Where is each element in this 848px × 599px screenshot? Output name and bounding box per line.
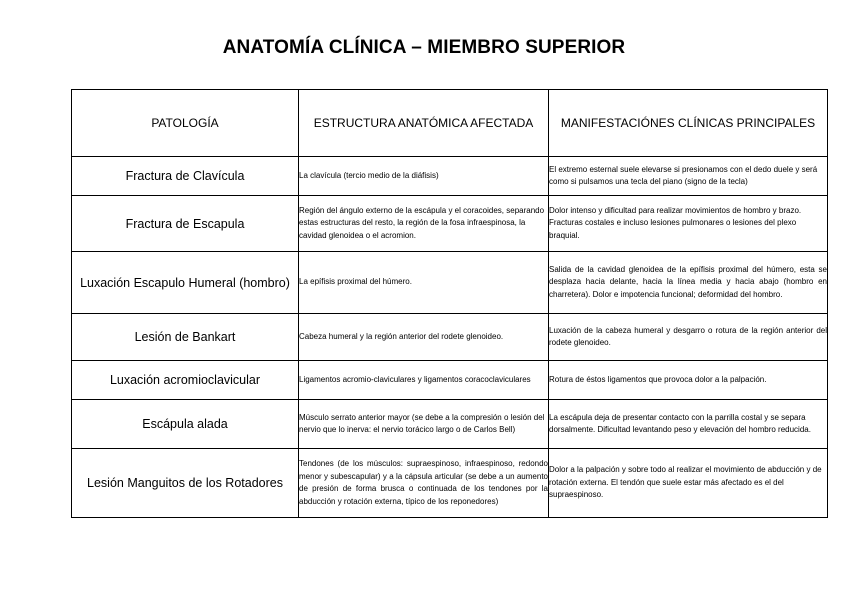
page-title: ANATOMÍA CLÍNICA – MIEMBRO SUPERIOR	[222, 37, 626, 58]
cell-patologia: Lesión Manguitos de los Rotadores	[72, 449, 299, 518]
cell-manifestaciones: Salida de la cavidad glenoidea de la epífisis proximal del húmero, esta se desplaza hacia delante, hacia la línea media y hacia abajo (hombro en charretera). Dolor e impotencia funcional; deformidad del hombro.	[549, 252, 828, 314]
table-row	[72, 314, 828, 361]
header-estructura: ESTRUCTURA ANATÓMICA AFECTADA	[299, 90, 549, 157]
cell-manifestaciones: Dolor a la palpación y sobre todo al realizar el movimiento de abducción y de rotación externa. El tendón que suele estar más afectado es el del supraespinoso.	[549, 449, 828, 518]
table-row	[72, 361, 828, 400]
table-row	[72, 252, 828, 314]
table-row	[72, 196, 828, 252]
table-header-row	[72, 90, 828, 157]
cell-manifestaciones: Rotura de éstos ligamentos que provoca dolor a la palpación.	[549, 361, 828, 400]
header-patologia: PATOLOGÍA	[72, 90, 299, 157]
cell-estructura: La epífisis proximal del húmero.	[299, 252, 549, 314]
cell-estructura: Región del ángulo externo de la escápula y el coracoides, separando estas estructuras del resto, la región de la fosa infraespinosa, la cavidad glenoidea o el acromion.	[299, 196, 549, 252]
cell-patologia: Lesión de Bankart	[72, 314, 299, 361]
cell-patologia: Fractura de Clavícula	[72, 157, 299, 196]
cell-manifestaciones: Dolor intenso y dificultad para realizar movimientos de hombro y brazo. Fracturas costales e incluso lesiones pulmonares o lesiones del plexo braquial.	[549, 196, 828, 252]
cell-patologia: Escápula alada	[72, 400, 299, 449]
cell-estructura: Ligamentos acromio-claviculares y ligamentos coracoclaviculares	[299, 361, 549, 400]
table-row	[72, 449, 828, 518]
cell-estructura: Tendones (de los músculos: supraespinoso, infraespinoso, redondo menor y subescapular) y a la cápsula articular (se debe a un aumento de presión de forma brusca o continuada de los tendones por la abducción y rotación externa, típico de los reponedores)	[299, 449, 549, 518]
pathology-table	[71, 89, 828, 518]
cell-manifestaciones: Luxación de la cabeza humeral y desgarro o rotura de la región anterior del rodete glenoideo.	[549, 314, 828, 361]
table-row	[72, 400, 828, 449]
cell-estructura: Músculo serrato anterior mayor (se debe a la compresión o lesión del nervio que lo inerva: el nervio torácico largo o de Carlos Bell)	[299, 400, 549, 449]
cell-patologia: Luxación acromioclavicular	[72, 361, 299, 400]
cell-manifestaciones: La escápula deja de presentar contacto con la parrilla costal y se separa dorsalmente. Dificultad levantando peso y elevación del hombro reducida.	[549, 400, 828, 449]
cell-estructura: Cabeza humeral y la región anterior del rodete glenoideo.	[299, 314, 549, 361]
cell-patologia: Luxación Escapulo Humeral (hombro)	[72, 252, 299, 314]
cell-estructura: La clavícula (tercio medio de la diáfisis)	[299, 157, 549, 196]
header-manifestaciones: MANIFESTACIÓNES CLÍNICAS PRINCIPALES	[549, 90, 828, 157]
cell-manifestaciones: El extremo esternal suele elevarse si presionamos con el dedo duele y será como si pulsamos una tecla del piano (signo de la tecla)	[549, 157, 828, 196]
table-row	[72, 157, 828, 196]
cell-patologia: Fractura de Escapula	[72, 196, 299, 252]
